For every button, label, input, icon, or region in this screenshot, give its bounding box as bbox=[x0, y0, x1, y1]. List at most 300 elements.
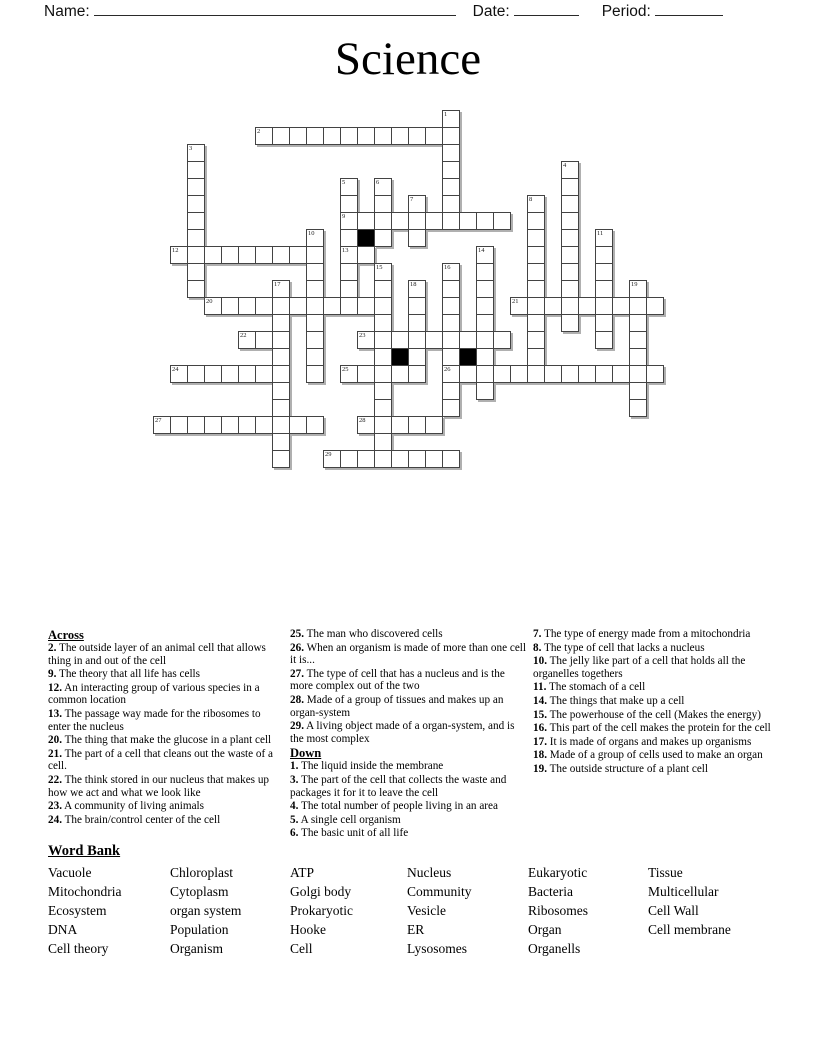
grid-cell[interactable] bbox=[272, 399, 290, 417]
grid-cell[interactable] bbox=[340, 263, 358, 281]
grid-cell[interactable] bbox=[408, 280, 426, 298]
cell-number: 11 bbox=[597, 230, 604, 237]
grid-cell[interactable] bbox=[595, 229, 613, 247]
word-bank-item: DNA bbox=[48, 922, 78, 937]
cell-number: 21 bbox=[512, 298, 519, 305]
grid-cell[interactable] bbox=[323, 450, 341, 468]
grid-cell[interactable] bbox=[272, 450, 290, 468]
word-bank-heading: Word Bank bbox=[48, 843, 121, 859]
clue-column-2 bbox=[290, 628, 528, 841]
grid-cell[interactable] bbox=[408, 195, 426, 213]
grid-cell[interactable] bbox=[476, 263, 494, 281]
grid-cell[interactable] bbox=[527, 195, 545, 213]
clue-27: 27. The type of cell that has a nucleus and is the more complex out of the two bbox=[290, 667, 505, 693]
word-bank-item: Organ bbox=[528, 922, 562, 937]
cell-number: 15 bbox=[376, 264, 383, 271]
grid-cell[interactable] bbox=[170, 246, 188, 264]
grid-cell[interactable] bbox=[374, 178, 392, 196]
grid-cell[interactable] bbox=[408, 348, 426, 366]
word-bank-item: Vesicle bbox=[407, 903, 446, 918]
grid-cell[interactable] bbox=[272, 297, 290, 315]
cell-number: 26 bbox=[444, 366, 451, 373]
word-bank-item: Eukaryotic bbox=[528, 865, 588, 880]
cell-number: 18 bbox=[410, 281, 417, 288]
grid-cell[interactable] bbox=[187, 263, 205, 281]
grid-cell[interactable] bbox=[544, 297, 562, 315]
grid-cell[interactable] bbox=[561, 161, 579, 179]
grid-cell[interactable] bbox=[629, 331, 647, 349]
grid-cell[interactable] bbox=[408, 127, 426, 145]
word-bank-column-6 bbox=[648, 863, 731, 939]
grid-cell[interactable] bbox=[595, 263, 613, 281]
grid-cell[interactable] bbox=[595, 365, 613, 383]
cell-number: 2 bbox=[257, 128, 261, 135]
grid-cell[interactable] bbox=[306, 331, 324, 349]
grid-cell[interactable] bbox=[527, 263, 545, 281]
grid-cell[interactable] bbox=[527, 280, 545, 298]
word-bank-item: Cell bbox=[290, 941, 313, 956]
grid-cell[interactable] bbox=[306, 297, 324, 315]
grid-cell[interactable] bbox=[527, 314, 545, 332]
grid-cell[interactable] bbox=[442, 178, 460, 196]
grid-cell[interactable] bbox=[306, 280, 324, 298]
word-bank-column-4 bbox=[407, 863, 472, 958]
grid-cell[interactable] bbox=[408, 416, 426, 434]
cell-number: 4 bbox=[563, 162, 567, 169]
grid-cell[interactable] bbox=[612, 365, 630, 383]
grid-cell[interactable] bbox=[255, 331, 273, 349]
grid-cell[interactable] bbox=[306, 416, 324, 434]
name-label: Name: bbox=[44, 3, 90, 20]
grid-cell[interactable] bbox=[595, 280, 613, 298]
grid-cell[interactable] bbox=[442, 348, 460, 366]
grid-cell[interactable] bbox=[272, 331, 290, 349]
grid-cell[interactable] bbox=[170, 365, 188, 383]
grid-cell[interactable] bbox=[459, 331, 477, 349]
word-bank-item: Ribosomes bbox=[528, 903, 589, 918]
grid-cell[interactable] bbox=[442, 263, 460, 281]
grid-cell[interactable] bbox=[187, 365, 205, 383]
grid-cell[interactable] bbox=[391, 331, 409, 349]
grid-cell[interactable] bbox=[561, 212, 579, 230]
word-bank-item: Prokaryotic bbox=[290, 903, 353, 918]
grid-cell[interactable] bbox=[204, 246, 222, 264]
grid-cell[interactable] bbox=[425, 450, 443, 468]
crossword-grid bbox=[153, 110, 665, 469]
clue-5: 5. A single cell organism bbox=[290, 813, 401, 826]
grid-cell[interactable] bbox=[340, 212, 358, 230]
grid-cell[interactable] bbox=[408, 450, 426, 468]
grid-cell[interactable] bbox=[629, 382, 647, 400]
grid-cell[interactable] bbox=[391, 212, 409, 230]
grid-cell[interactable] bbox=[629, 297, 647, 315]
grid-cell[interactable] bbox=[153, 416, 171, 434]
word-bank-item: Ecosystem bbox=[48, 903, 107, 918]
word-bank-item: Multicellular bbox=[648, 884, 719, 899]
cell-number: 27 bbox=[155, 417, 162, 424]
grid-cell[interactable] bbox=[323, 297, 341, 315]
word-bank-item: Vacuole bbox=[48, 865, 92, 880]
grid-cell[interactable] bbox=[408, 331, 426, 349]
grid-cell[interactable] bbox=[408, 297, 426, 315]
cell-number: 28 bbox=[359, 417, 366, 424]
word-bank bbox=[48, 842, 772, 963]
grid-cell[interactable] bbox=[527, 297, 545, 315]
grid-cell[interactable] bbox=[646, 297, 664, 315]
word-bank-item: Cell Wall bbox=[648, 903, 699, 918]
grid-cell[interactable] bbox=[187, 212, 205, 230]
clue-10: 10. The jelly like part of a cell that holds all the organelles togethers bbox=[533, 655, 746, 680]
grid-cell[interactable] bbox=[340, 280, 358, 298]
grid-cell[interactable] bbox=[272, 416, 290, 434]
clue-19: 19. The outside structure of a plant cell bbox=[533, 762, 709, 775]
grid-cell[interactable] bbox=[221, 246, 239, 264]
grid-cell[interactable] bbox=[561, 229, 579, 247]
grid-cell[interactable] bbox=[476, 365, 494, 383]
clue-24: 24. The brain/control center of the cell bbox=[48, 813, 221, 826]
grid-cell[interactable] bbox=[561, 297, 579, 315]
grid-cell[interactable] bbox=[561, 280, 579, 298]
grid-cell[interactable] bbox=[289, 416, 307, 434]
grid-cell[interactable] bbox=[289, 246, 307, 264]
grid-cell[interactable] bbox=[476, 348, 494, 366]
word-bank-item: Community bbox=[407, 884, 472, 899]
grid-cell[interactable] bbox=[510, 297, 528, 315]
word-bank-column-1 bbox=[48, 863, 122, 958]
grid-cell[interactable] bbox=[425, 331, 443, 349]
clue-13: 13. The passage way made for the ribosomes to enter the nucleus bbox=[48, 707, 261, 733]
grid-cell[interactable] bbox=[255, 297, 273, 315]
clue-7: 7. The type of energy made from a mitochondria bbox=[533, 628, 751, 640]
grid-cell[interactable] bbox=[561, 246, 579, 264]
grid-cell[interactable] bbox=[493, 212, 511, 230]
grid-cell[interactable] bbox=[442, 314, 460, 332]
grid-cell[interactable] bbox=[255, 127, 273, 145]
grid-cell[interactable] bbox=[476, 212, 494, 230]
grid-cell[interactable] bbox=[357, 365, 375, 383]
grid-cell[interactable] bbox=[204, 297, 222, 315]
grid-cell[interactable] bbox=[374, 263, 392, 281]
word-bank-item: ATP bbox=[290, 865, 315, 880]
black-cell bbox=[459, 348, 477, 366]
clue-20: 20. The thing that make the glucose in a plant cell bbox=[48, 734, 272, 747]
grid-cell[interactable] bbox=[476, 314, 494, 332]
grid-cell[interactable] bbox=[238, 246, 256, 264]
grid-cell[interactable] bbox=[561, 178, 579, 196]
word-bank-item: Nucleus bbox=[407, 865, 452, 880]
grid-cell[interactable] bbox=[306, 314, 324, 332]
grid-cell[interactable] bbox=[272, 280, 290, 298]
grid-cell[interactable] bbox=[442, 144, 460, 162]
grid-cell[interactable] bbox=[170, 416, 188, 434]
grid-cell[interactable] bbox=[408, 229, 426, 247]
cell-number: 3 bbox=[189, 145, 193, 152]
grid-cell[interactable] bbox=[340, 178, 358, 196]
grid-cell[interactable] bbox=[374, 314, 392, 332]
grid-cell[interactable] bbox=[187, 161, 205, 179]
grid-cell[interactable] bbox=[289, 297, 307, 315]
grid-cell[interactable] bbox=[408, 212, 426, 230]
grid-cell[interactable] bbox=[306, 127, 324, 145]
cell-number: 16 bbox=[444, 264, 451, 271]
word-bank-column-2 bbox=[170, 863, 241, 958]
grid-cell[interactable] bbox=[306, 263, 324, 281]
grid-cell[interactable] bbox=[442, 365, 460, 383]
black-cell bbox=[391, 348, 409, 366]
grid-cell[interactable] bbox=[595, 297, 613, 315]
grid-cell[interactable] bbox=[340, 127, 358, 145]
grid-cell[interactable] bbox=[408, 314, 426, 332]
grid-cell[interactable] bbox=[561, 314, 579, 332]
word-bank-item: Chloroplast bbox=[170, 865, 233, 880]
grid-cell[interactable] bbox=[442, 195, 460, 213]
clue-column-3 bbox=[533, 628, 773, 777]
grid-cell[interactable] bbox=[442, 161, 460, 179]
cell-number: 24 bbox=[172, 366, 179, 373]
grid-cell[interactable] bbox=[476, 297, 494, 315]
grid-cell[interactable] bbox=[357, 212, 375, 230]
clue-26: 26. When an organism is made of more than one cell it is... bbox=[290, 641, 527, 667]
grid-cell[interactable] bbox=[272, 433, 290, 451]
grid-cell[interactable] bbox=[595, 314, 613, 332]
cell-number: 23 bbox=[359, 332, 366, 339]
grid-cell[interactable] bbox=[391, 365, 409, 383]
grid-cell[interactable] bbox=[357, 450, 375, 468]
clue-4: 4. The total number of people living in an area bbox=[290, 800, 498, 813]
word-bank-item: Golgi body bbox=[290, 884, 352, 899]
grid-cell[interactable] bbox=[187, 178, 205, 196]
grid-cell[interactable] bbox=[493, 331, 511, 349]
grid-cell[interactable] bbox=[374, 348, 392, 366]
grid-cell[interactable] bbox=[357, 297, 375, 315]
grid-cell[interactable] bbox=[204, 416, 222, 434]
word-bank-item: Organism bbox=[170, 941, 223, 956]
clue-21: 21. The part of a cell that cleans out the waste of a cell. bbox=[48, 747, 274, 773]
grid-cell[interactable] bbox=[357, 331, 375, 349]
grid-cell[interactable] bbox=[238, 416, 256, 434]
grid-cell[interactable] bbox=[255, 416, 273, 434]
clue-18: 18. Made of a group of cells used to make an organ bbox=[533, 749, 763, 762]
word-bank-item: organ system bbox=[170, 903, 242, 918]
clue-16: 16. This part of the cell makes the protein for the cell bbox=[533, 722, 771, 735]
grid-cell[interactable] bbox=[255, 246, 273, 264]
clue-12: 12. An interacting group of various species in a common location bbox=[48, 681, 260, 707]
grid-cell[interactable] bbox=[340, 365, 358, 383]
grid-cell[interactable] bbox=[374, 127, 392, 145]
clue-8: 8. The type of cell that lacks a nucleus bbox=[533, 641, 705, 654]
grid-cell[interactable] bbox=[612, 297, 630, 315]
grid-cell[interactable] bbox=[238, 365, 256, 383]
grid-cell[interactable] bbox=[374, 331, 392, 349]
grid-cell[interactable] bbox=[272, 127, 290, 145]
grid-cell[interactable] bbox=[357, 416, 375, 434]
grid-cell[interactable] bbox=[442, 127, 460, 145]
across-heading: Across bbox=[48, 628, 84, 642]
clue-29: 29. A living object made of a organ-system, and is the most complex bbox=[290, 720, 515, 745]
grid-cell[interactable] bbox=[272, 365, 290, 383]
grid-cell[interactable] bbox=[561, 195, 579, 213]
date-blank-line[interactable] bbox=[514, 2, 579, 16]
grid-cell[interactable] bbox=[442, 450, 460, 468]
cell-number: 8 bbox=[529, 196, 533, 203]
word-bank-item: Population bbox=[170, 922, 229, 937]
grid-cell[interactable] bbox=[272, 246, 290, 264]
grid-cell[interactable] bbox=[187, 195, 205, 213]
cell-number: 9 bbox=[342, 213, 346, 220]
grid-cell[interactable] bbox=[493, 365, 511, 383]
clue-6: 6. The basic unit of all life bbox=[290, 827, 409, 840]
grid-cell[interactable] bbox=[595, 246, 613, 264]
grid-cell[interactable] bbox=[476, 246, 494, 264]
grid-cell[interactable] bbox=[646, 365, 664, 383]
grid-cell[interactable] bbox=[561, 365, 579, 383]
period-label: Period: bbox=[601, 3, 651, 20]
clue-3: 3. The part of the cell that collects the waste and packages it for it to leave the cell bbox=[290, 773, 507, 799]
grid-cell[interactable] bbox=[527, 229, 545, 247]
grid-cell[interactable] bbox=[629, 348, 647, 366]
grid-cell[interactable] bbox=[272, 382, 290, 400]
clue-15: 15. The powerhouse of the cell (Makes the energy) bbox=[533, 708, 761, 721]
grid-cell[interactable] bbox=[306, 246, 324, 264]
grid-cell[interactable] bbox=[374, 450, 392, 468]
clue-11: 11. The stomach of a cell bbox=[533, 681, 646, 694]
grid-cell[interactable] bbox=[306, 348, 324, 366]
grid-cell[interactable] bbox=[340, 195, 358, 213]
grid-cell[interactable] bbox=[425, 212, 443, 230]
grid-cell[interactable] bbox=[374, 382, 392, 400]
grid-cell[interactable] bbox=[544, 365, 562, 383]
word-bank-column-5 bbox=[528, 863, 588, 958]
grid-cell[interactable] bbox=[187, 144, 205, 162]
grid-cell[interactable] bbox=[221, 416, 239, 434]
grid-cell[interactable] bbox=[408, 365, 426, 383]
word-bank-item: Cell membrane bbox=[648, 922, 731, 937]
word-bank-item: Mitochondria bbox=[48, 884, 122, 899]
grid-cell[interactable] bbox=[527, 331, 545, 349]
grid-cell[interactable] bbox=[510, 365, 528, 383]
cell-number: 5 bbox=[342, 179, 346, 186]
grid-cell[interactable] bbox=[289, 127, 307, 145]
grid-cell[interactable] bbox=[221, 297, 239, 315]
grid-cell[interactable] bbox=[187, 246, 205, 264]
grid-cell[interactable] bbox=[476, 331, 494, 349]
cell-number: 7 bbox=[410, 196, 414, 203]
cell-number: 13 bbox=[342, 247, 349, 254]
period-blank-line[interactable] bbox=[655, 2, 723, 16]
cell-number: 25 bbox=[342, 366, 349, 373]
cell-number: 20 bbox=[206, 298, 213, 305]
grid-cell[interactable] bbox=[374, 365, 392, 383]
grid-cell[interactable] bbox=[391, 127, 409, 145]
grid-cell[interactable] bbox=[340, 246, 358, 264]
grid-cell[interactable] bbox=[442, 399, 460, 417]
cell-number: 17 bbox=[274, 281, 281, 288]
grid-cell[interactable] bbox=[629, 280, 647, 298]
grid-cell[interactable] bbox=[561, 263, 579, 281]
grid-cell[interactable] bbox=[306, 229, 324, 247]
grid-cell[interactable] bbox=[204, 365, 222, 383]
grid-cell[interactable] bbox=[187, 416, 205, 434]
grid-cell[interactable] bbox=[527, 246, 545, 264]
grid-cell[interactable] bbox=[476, 280, 494, 298]
grid-cell[interactable] bbox=[374, 229, 392, 247]
grid-cell[interactable] bbox=[340, 229, 358, 247]
grid-cell[interactable] bbox=[374, 433, 392, 451]
grid-cell[interactable] bbox=[459, 365, 477, 383]
grid-cell[interactable] bbox=[442, 212, 460, 230]
grid-cell[interactable] bbox=[187, 229, 205, 247]
word-bank-list bbox=[48, 863, 772, 963]
grid-cell[interactable] bbox=[442, 331, 460, 349]
grid-cell[interactable] bbox=[340, 450, 358, 468]
cell-number: 6 bbox=[376, 179, 380, 186]
grid-cell[interactable] bbox=[323, 127, 341, 145]
grid-cell[interactable] bbox=[374, 297, 392, 315]
grid-cell[interactable] bbox=[578, 297, 596, 315]
cell-number: 1 bbox=[444, 111, 448, 118]
grid-cell[interactable] bbox=[425, 416, 443, 434]
black-cell bbox=[357, 229, 375, 247]
grid-cell[interactable] bbox=[391, 416, 409, 434]
grid-cell[interactable] bbox=[340, 297, 358, 315]
grid-cell[interactable] bbox=[187, 280, 205, 298]
cell-number: 14 bbox=[478, 247, 485, 254]
grid-cell[interactable] bbox=[629, 399, 647, 417]
grid-cell[interactable] bbox=[527, 365, 545, 383]
grid-cell[interactable] bbox=[357, 127, 375, 145]
word-bank-item: Cytoplasm bbox=[170, 884, 229, 899]
grid-cell[interactable] bbox=[578, 365, 596, 383]
down-heading: Down bbox=[290, 746, 322, 761]
grid-cell[interactable] bbox=[629, 365, 647, 383]
grid-cell[interactable] bbox=[425, 127, 443, 145]
grid-cell[interactable] bbox=[459, 212, 477, 230]
word-bank-column-3 bbox=[290, 863, 353, 958]
grid-cell[interactable] bbox=[476, 382, 494, 400]
grid-cell[interactable] bbox=[442, 280, 460, 298]
grid-cell[interactable] bbox=[374, 280, 392, 298]
grid-cell[interactable] bbox=[255, 365, 273, 383]
grid-cell[interactable] bbox=[374, 399, 392, 417]
grid-cell[interactable] bbox=[374, 195, 392, 213]
grid-cell[interactable] bbox=[442, 110, 460, 128]
grid-cell[interactable] bbox=[442, 297, 460, 315]
clue-14: 14. The things that make up a cell bbox=[533, 694, 685, 707]
word-bank-item: Cell theory bbox=[48, 941, 109, 956]
grid-cell[interactable] bbox=[442, 382, 460, 400]
grid-cell[interactable] bbox=[374, 212, 392, 230]
clue-column-1 bbox=[48, 628, 285, 827]
grid-cell[interactable] bbox=[272, 314, 290, 332]
grid-cell[interactable] bbox=[374, 416, 392, 434]
grid-cell[interactable] bbox=[527, 348, 545, 366]
grid-cell[interactable] bbox=[306, 365, 324, 383]
grid-cell[interactable] bbox=[221, 365, 239, 383]
name-blank-line[interactable] bbox=[94, 2, 456, 16]
grid-cell[interactable] bbox=[357, 246, 375, 264]
grid-cell[interactable] bbox=[527, 212, 545, 230]
word-bank-item: ER bbox=[407, 922, 425, 937]
date-label: Date: bbox=[472, 3, 510, 20]
grid-cell[interactable] bbox=[238, 331, 256, 349]
grid-cell[interactable] bbox=[238, 297, 256, 315]
grid-cell[interactable] bbox=[629, 314, 647, 332]
clue-23: 23. A community of living animals bbox=[48, 800, 204, 813]
clue-2: 2. The outside layer of an animal cell that allows thing in and out of the cell bbox=[48, 642, 266, 667]
grid-cell[interactable] bbox=[272, 348, 290, 366]
grid-cell[interactable] bbox=[595, 331, 613, 349]
grid-cell[interactable] bbox=[391, 450, 409, 468]
